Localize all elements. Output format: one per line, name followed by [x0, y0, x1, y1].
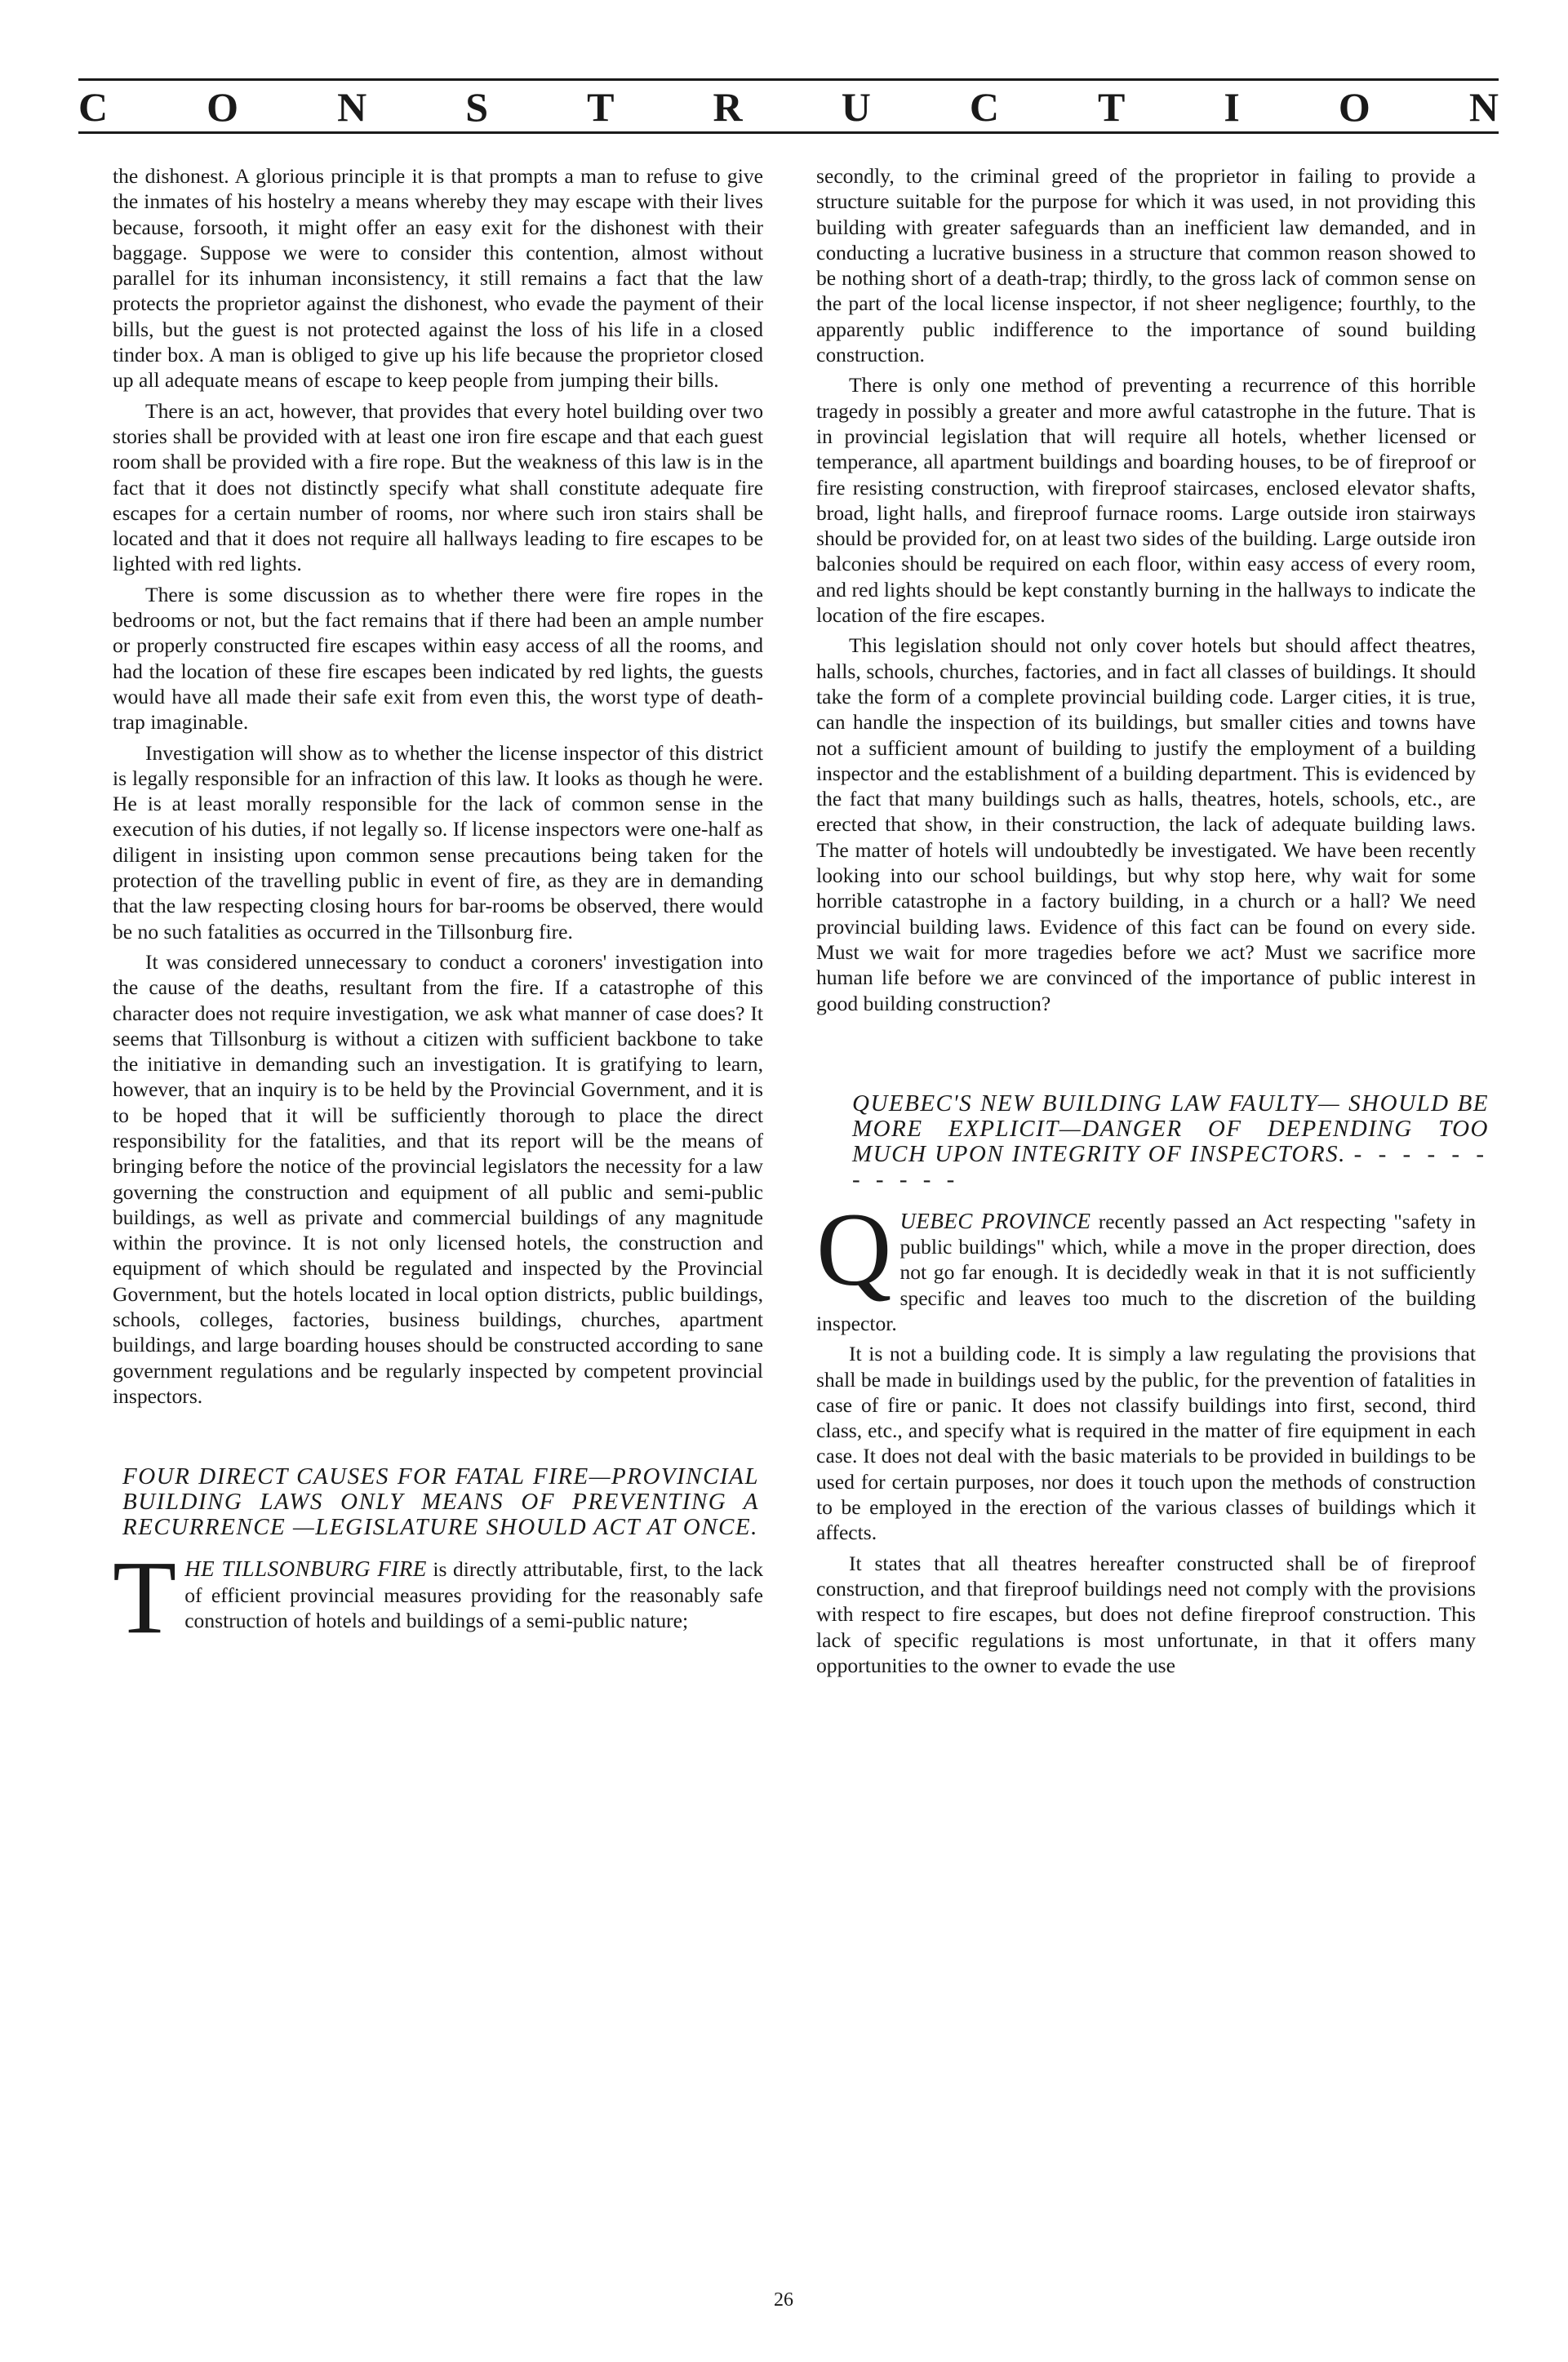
article-paragraph: Investigation will show as to whether the license inspector of this district is legally responsible for an infraction of this law. It looks as though he were. He is at least morally responsible for the lack of common sense in the execution of his duties, if not legally so. If license inspectors were one-half as diligent in insisting upon common sense precautions being taken for the protection of the travelling public in event of fire, as they are in demanding that the law respecting closing hours for bar-rooms be observed, there would be no such fatalities as occurred in the Tillsonburg fire. [113, 740, 763, 943]
lead-paragraph [113, 1539, 763, 1656]
drop-cap: T [113, 1539, 177, 1656]
left-column [113, 163, 763, 1656]
drop-cap: Q [816, 1191, 892, 1308]
lead-emphasis: UEBEC PROVINCE [899, 1208, 1091, 1233]
masthead-title [78, 86, 1499, 128]
article-lead [113, 1539, 763, 1656]
article-paragraph: the dishonest. A glorious principle it is that prompts a man to refuse to give the inmates of his hostelry a means whereby they may escape with their lives because, forsooth, it might offer an easy exit for the dishonest with their baggage. Suppose we were to consider this contention, almost without parallel for its inhuman inconsistency, it still remains a fact that the law protects the proprietor against the dishonest, who evade the payment of their bills, but the guest is not protected against the loss of his life in a closed tinder box. A man is obliged to give up his life because the proprietor closed up all adequate means of escape to keep people from jumping their bills. [113, 164, 763, 393]
lead-text: recently passed an Act respecting "safety in public buildings" which, while a move in the proper direction, does not go far enough. It is decidedly weak in that it is not sufficiently specific and leaves too much to the discretion of the building inspector. [816, 1209, 1477, 1335]
article-paragraph: secondly, to the criminal greed of the proprietor in failing to provide a structure suitable for the purpose for which it was used, in not providing this building with greater safeguards than an inefficient law demanded, and in conducting a lucrative business in a structure that common reason showed to be nothing short of a death-trap; thirdly, to the gross lack of common sense on the part of the local license inspector, if not sheer negligence; fourthly, to the apparently public indifference to the importance of sound building construction. [816, 164, 1476, 367]
headline-dashes: - - - - - - - - - - - [852, 1140, 1489, 1192]
article-paragraph: It states that all theatres hereafter constructed shall be of fireproof construction, and that fireproof buildings need not comply with the provisions with respect to fire escapes, but does not define fireproof construction. This lack of specific regulations is most unfortunate, in that it offers many opportunities to the owner to evade the use [816, 1551, 1476, 1677]
article-paragraph: This legislation should not only cover hotels but should affect theatres, halls, schools, churches, factories, and in fact all classes of buildings. It should take the form of a complete provincial building code. Larger cities, it is true, can handle the inspection of its buildings, but smaller cities and towns have not a sufficient amount of building to justify the employment of a building inspector and the establishment of a building department. This is evidenced by the fact that many buildings such as halls, theatres, hotels, schools, etc., are erected that show, in their construction, the lack of adequate building laws. The matter of hotels will undoubtedly be investigated. We have been recently looking into our school buildings, but why stop here, why wait for some horrible catastrophe in a factory building, in a church or a hall? We need provincial building laws. Evidence of this fact can be found on every side. Must we wait for more tragedies before we act? Must we sacrifice more human life before we are convinced of the importance of public interest in good building construction? [816, 633, 1476, 1015]
article-paragraph: There is an act, however, that provides that every hotel building over two stories shall be provided with at least one iron fire escape and that each guest room shall be provided with a fire rope. But the weakness of this law is in the fact that it does not distinctly specify what shall constitute adequate fire escapes for a certain number of rooms, nor where such iron stairs shall be located and that it does not require all hallways leading to fire escapes to be lighted with red lights. [113, 398, 763, 576]
lead-emphasis: HE TILLSONBURG FIRE [184, 1556, 427, 1582]
masthead-bottom-rule [78, 131, 1499, 134]
lead-text: is directly attributable, first, to the lack of efficient provincial measures providing for the reasonably safe construction of hotels and buildings of a semi-public nature; [184, 1557, 763, 1632]
masthead-top-rule [78, 78, 1499, 81]
article-paragraph: There is only one method of preventing a recurrence of this horrible tragedy in possibly a greater and more awful catastrophe in the future. That is in provincial legislation that will require all hotels, whether licensed or temperance, all apartment buildings and boarding houses, to be of fireproof or fire resisting construction, with fireproof staircases, enclosed elevator shafts, broad, light halls, and fireproof furnace rooms. Large outside iron stairways should be provided for, on at least two sides of the building. Large outside iron balconies should be required on each floor, within easy access of every room, and red lights should be kept constantly burning in the hallways to indicate the location of the fire escapes. [816, 373, 1476, 628]
article-paragraph: It was considered unnecessary to conduct a coroners' investigation into the cause of the deaths, resultant from the fire. If a catastrophe of this character does not require investigation, we ask what manner of case does? It seems that Tillsonburg is without a citizen with sufficient backbone to take the initiative in demanding such an investigation. It is gratifying to learn, however, that an inquiry is to be held by the Provincial Government, and it is to be hoped that it will be sufficiently thorough to place the direct responsibility for the fatalities, and that its report will be the means of bringing before the notice of the provincial legislators the necessity for a law governing the construction and equipment of all public and semi-public buildings, as well as private and commercial buildings of any magnitude within the province. It is not only licensed hotels, the construction and equipment of which should be regulated and inspected by the Provincial Government, but the hotels located in local option districts, public buildings, schools, colleges, factories, business buildings, churches, apartment buildings, and large boarding houses should be constructed according to sane government regulations and be regularly inspected by competent provincial inspectors. [113, 949, 763, 1408]
masthead-letter: T [587, 84, 615, 130]
masthead-letter: N [1468, 84, 1499, 130]
article-headline [852, 1091, 1489, 1192]
page-number: 26 [774, 2289, 793, 2311]
article-paragraph: It is not a building code. It is simply a law regulating the provisions that shall be made in buildings used by the public, for the prevention of fatalities in case of fire or panic. It does not classify buildings into first, second, third class, etc., and specify what is required in the matter of fire equipment in each case. It does not deal with the basic materials to be provided in buildings to be used for certain purposes, nor does it touch upon the methods of construction to be employed in the erection of the various classes of buildings which it affects. [816, 1342, 1476, 1545]
right-column [816, 163, 1489, 1683]
article-lead [816, 1191, 1477, 1336]
masthead [78, 78, 1499, 134]
masthead-letter: T [1098, 84, 1126, 130]
article-headline: FOUR DIRECT CAUSES FOR FATAL FIRE—PROVINCIAL BUILDING LAWS ONLY MEANS OF PREVENTING A RECURRENCE —LEGISLATURE SHOULD ACT AT ONCE. [122, 1463, 759, 1541]
masthead-letter: S [465, 84, 489, 130]
masthead-letter: U [841, 84, 871, 130]
headline-text: QUEBEC'S NEW BUILDING LAW FAULTY— SHOULD BE MORE EXPLICIT—DANGER OF DEPENDING TOO MUCH UPON INTEGRITY OF INSPECTORS. [852, 1090, 1489, 1167]
masthead-letter: C [969, 84, 999, 130]
masthead-letter: R [713, 84, 743, 130]
masthead-letter: O [207, 84, 239, 130]
masthead-letter: I [1224, 84, 1240, 130]
masthead-letter: N [337, 84, 367, 130]
article-paragraph: There is some discussion as to whether there were fire ropes in the bedrooms or not, but the fact remains that if there had been an ample number or properly constructed fire escapes within easy access of all the rooms, and had the location of these fire escapes been indicated by red lights, the guests would have all made their safe exit from even this, the worst type of death-trap imaginable. [113, 582, 763, 735]
masthead-letter: O [1338, 84, 1370, 130]
masthead-letter: C [78, 84, 109, 130]
lead-paragraph [816, 1191, 1477, 1336]
